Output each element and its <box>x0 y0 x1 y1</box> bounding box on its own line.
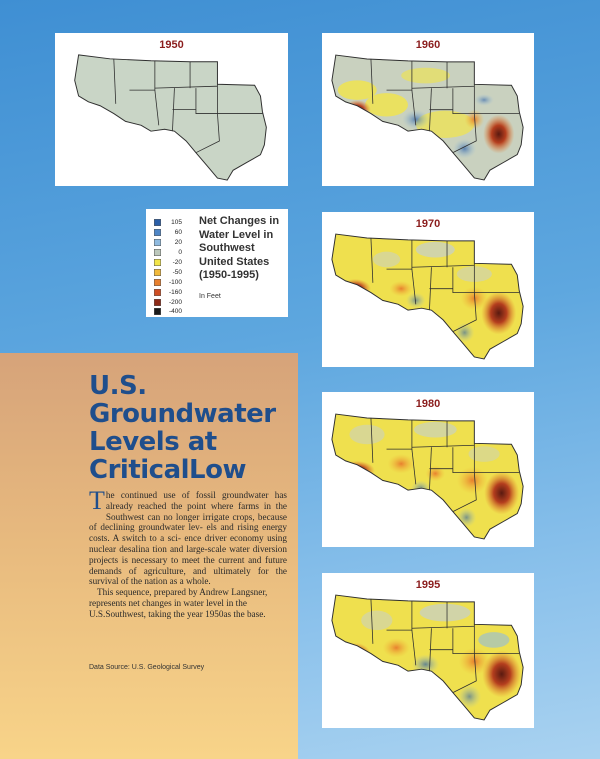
map-year-label: 1970 <box>415 218 441 230</box>
headline-line: CriticalLow <box>89 455 246 485</box>
legend-value: 60 <box>174 228 182 236</box>
legend-value: -20 <box>172 258 182 266</box>
southwest-map-1970 <box>328 230 528 362</box>
legend-swatch <box>154 279 161 286</box>
paragraph-1-text: he continued use of fossil groundwater has already reached the point where farms in the Southwest can no longer irrigate crops, because of declining groundwater lev- els and rising energy costs. A switch to a sci- ence driver economy using nuclear desalina tion and large-scale water diversion projects is necessary to meet the current and future demands of agriculture, and ultimately for the survival of the nation as a whole. <box>89 490 287 587</box>
legend-value: -400 <box>168 307 182 315</box>
southwest-map-1960 <box>328 51 528 183</box>
map-panel-1995 <box>322 573 534 728</box>
legend-swatch <box>154 249 161 256</box>
legend-title-line: Southwest <box>199 242 255 254</box>
headline-line: Groundwater <box>89 399 276 429</box>
southwest-map-1950 <box>61 51 281 183</box>
legend-swatch <box>154 299 161 306</box>
legend-swatch <box>154 239 161 246</box>
map-year-label: 1960 <box>415 39 441 51</box>
legend-value: -50 <box>172 268 182 276</box>
legend-swatch <box>154 289 161 296</box>
dropcap: T <box>89 486 105 515</box>
legend-value: -160 <box>168 288 182 296</box>
legend-title-line: United States <box>199 255 270 268</box>
map-panel-1950 <box>55 33 288 186</box>
legend-swatch <box>154 308 161 315</box>
legend-title-line: Water Level in <box>199 228 274 241</box>
map-panel-1970 <box>322 212 534 367</box>
legend-swatch <box>154 219 161 226</box>
legend-entry <box>154 247 182 257</box>
headline-line: U.S. <box>89 371 147 401</box>
paragraph-2: This sequence, prepared by Andrew Langsner, represents net changes in water level in the U.S.Southwest, taking the year 1950as the base. <box>89 587 268 619</box>
paragraph-1 <box>89 486 287 587</box>
article-body <box>89 486 287 620</box>
headline-line: Levels at <box>89 427 217 457</box>
southwest-map-1995 <box>328 591 528 723</box>
legend-entry <box>154 267 182 277</box>
legend-entry <box>154 217 182 227</box>
legend-unit: In Feet <box>199 293 221 300</box>
legend-entry <box>154 237 182 247</box>
legend-title-line: Net Changes in <box>199 215 280 227</box>
legend-entry <box>154 287 182 297</box>
map-panel-1960 <box>322 33 534 186</box>
legend-swatch <box>154 229 161 236</box>
legend-swatch <box>154 259 161 266</box>
legend-entry <box>154 277 182 287</box>
legend-panel <box>146 209 288 317</box>
data-source: Data Source: U.S. Geological Survey <box>89 664 205 671</box>
legend-swatch <box>154 269 161 276</box>
map-year-label: 1995 <box>415 579 441 591</box>
headline <box>89 372 289 484</box>
legend-entry <box>154 227 182 237</box>
legend-entry <box>154 306 182 316</box>
map-year-label: 1980 <box>415 398 441 410</box>
legend-entry <box>154 257 182 267</box>
legend-value: -200 <box>168 298 182 306</box>
map-year-label: 1950 <box>159 39 184 51</box>
map-panel-1980 <box>322 392 534 547</box>
legend-title <box>199 215 287 283</box>
legend-value: 0 <box>178 248 182 256</box>
legend-value: 105 <box>171 218 182 226</box>
legend-value: 20 <box>174 238 182 246</box>
article-block <box>0 353 298 759</box>
legend-value: -100 <box>168 278 182 286</box>
southwest-map-1980 <box>328 410 528 542</box>
legend-title-line: (1950-1995) <box>199 269 259 281</box>
